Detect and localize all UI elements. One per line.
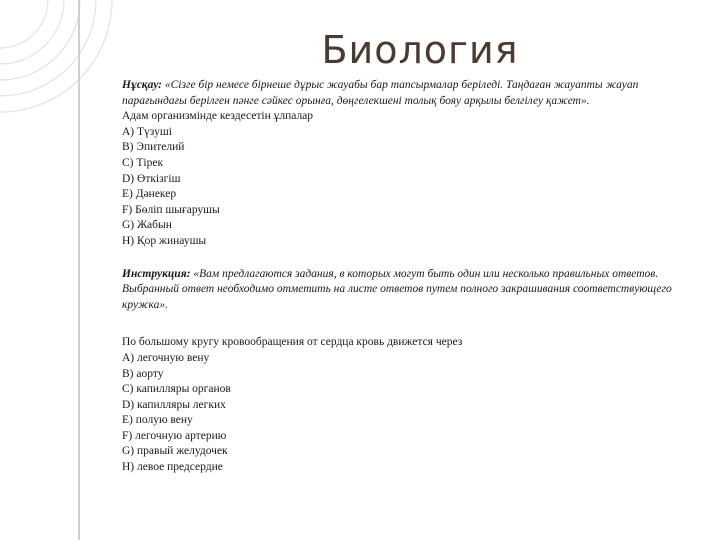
kz-option: H) Қор жинаушы bbox=[122, 234, 207, 247]
left-divider-line bbox=[78, 0, 80, 540]
content-area bbox=[122, 78, 697, 476]
kz-option: B) Эпителий bbox=[122, 141, 185, 154]
kz-instruction-label: Нұсқау: bbox=[122, 79, 163, 91]
kz-option: F) Бөліп шығарушы bbox=[122, 203, 220, 216]
ru-option: C) капилляры органов bbox=[122, 383, 231, 396]
kz-option: D) Өткізгіш bbox=[122, 172, 181, 185]
kz-option: G) Жабын bbox=[122, 219, 172, 232]
ru-option: D) капилляры легких bbox=[122, 398, 226, 411]
kz-option: C) Тірек bbox=[122, 156, 164, 169]
ru-option: F) легочную артерию bbox=[122, 429, 227, 442]
ru-option: B) аорту bbox=[122, 367, 164, 380]
ru-instruction-label: Инструкция: bbox=[122, 267, 191, 280]
decorative-arc bbox=[0, 0, 112, 112]
decorative-arc bbox=[0, 0, 64, 64]
kz-instruction bbox=[122, 78, 697, 109]
slide-title: Биология bbox=[321, 28, 519, 72]
ru-option: A) легочную вену bbox=[122, 351, 210, 364]
decorative-corner-arcs bbox=[0, 0, 120, 140]
ru-option: G) правый желудочек bbox=[122, 445, 228, 458]
spacer bbox=[122, 250, 697, 267]
kz-option: E) Дәнекер bbox=[122, 188, 177, 201]
kz-instruction-text: «Сізге бір немесе бірнеше дұрыс жауабы бар тапсырмалар беріледі. Таңдаған жауапты жауап парағындағы берілген пәнге сәйкес орынға, дөңгелекшені толық бояу арқылы белгілеу қажет». bbox=[122, 79, 639, 107]
decorative-arc bbox=[0, 0, 48, 48]
ru-option: H) левое предсердие bbox=[122, 461, 223, 474]
kz-option: A) Түзуші bbox=[122, 125, 172, 138]
ru-question: По большому кругу кровообращения от сердца кровь движется через bbox=[122, 336, 463, 349]
kz-question: Адам организмінде кездесетін ұлпалар bbox=[122, 110, 314, 123]
ru-option: E) полую вену bbox=[122, 414, 193, 427]
decorative-arc bbox=[0, 0, 96, 96]
spacer bbox=[122, 313, 697, 335]
ru-instruction-text: «Вам предлагаются задания, в которых могут быть один или несколько правильных ответов. Выбранный ответ необходимо отметить на листе ответов путем полного закрашивания соответствующего кружка». bbox=[122, 267, 672, 311]
ru-instruction bbox=[122, 267, 697, 314]
